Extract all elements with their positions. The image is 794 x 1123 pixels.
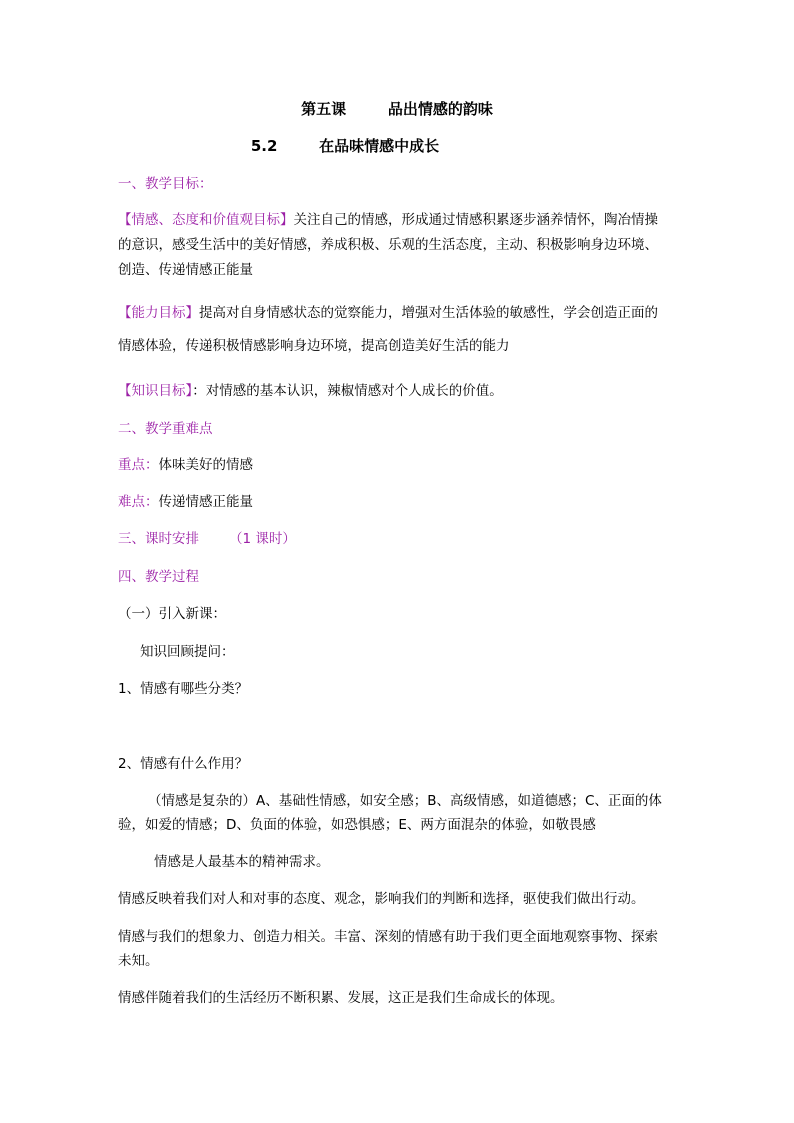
goal-emotion-label: 【情感、态度和价值观目标】: [118, 212, 294, 228]
question-1: 1、情感有哪些分类？: [118, 681, 249, 697]
goal-emotion-line-3: 创造、传递情感正能量: [118, 262, 253, 278]
review-prompt: 知识回顾提问：: [140, 644, 235, 660]
answer-classification-line-1: （情感是复杂的）A、基础性情感，如安全感；B、高级情感，如道德感；C、正面的体: [148, 793, 662, 809]
key-point-line: [118, 453, 678, 478]
intro-heading: （一）引入新课：: [118, 606, 226, 622]
question-2: 2、情感有什么作用？: [118, 756, 249, 772]
goal-ability-text-1: 提高对自身情感状态的觉察能力，增强对生活体验的敏感性，学会创造正面的: [199, 305, 658, 321]
schedule-line: [118, 527, 678, 552]
goal-emotion-line-1: [118, 208, 678, 233]
lesson-title: 第五课 品出情感的韵味: [301, 100, 493, 118]
difficult-point-line: [118, 490, 678, 515]
answer-creativity-line-2: 未知。: [118, 953, 159, 969]
section-title: 5.2 在品味情感中成长: [250, 137, 440, 155]
goal-ability-line-2: 情感体验，传递积极情感影响身边环境，提高创造美好生活的能力: [118, 338, 510, 354]
goal-emotion-line-2: 的意识，感受生活中的美好情感，养成积极、乐观的生活态度，主动、积极影响身边环境、: [118, 237, 658, 253]
key-heading: 二、教学重难点: [118, 421, 213, 437]
goals-heading: 一、教学目标：: [118, 176, 213, 192]
key-point-text: 体味美好的情感: [158, 457, 253, 473]
answer-classification-line-2: 验，如爱的情感；D、负面的体验，如恐惧感；E、两方面混杂的体验，如敬畏感: [118, 817, 596, 833]
goal-knowledge-label: 【知识目标】: [118, 383, 193, 399]
goal-ability-line-1: [118, 301, 678, 326]
goal-knowledge-text: ：对情感的基本认识，辣椒情感对个人成长的价值。: [192, 383, 503, 399]
goal-emotion-text-1: 关注自己的情感，形成通过情感积累逐步涵养情怀，陶冶情操: [293, 212, 658, 228]
answer-spiritual-need: 情感是人最基本的精神需求。: [154, 854, 330, 870]
answer-attitude: 情感反映着我们对人和对事的态度、观念，影响我们的判断和选择，驱使我们做出行动。: [118, 891, 645, 907]
answer-creativity-line-1: 情感与我们的想象力、创造力相关。丰富、深刻的情感有助于我们更全面地观察事物、探索: [118, 929, 658, 945]
goal-knowledge-line: [118, 379, 678, 404]
schedule-value: （1 课时）: [229, 531, 296, 547]
schedule-heading: 三、课时安排: [118, 531, 199, 547]
goal-ability-label: 【能力目标】: [118, 305, 199, 321]
difficult-text: 传递情感正能量: [158, 494, 253, 510]
process-heading: 四、教学过程: [118, 569, 199, 585]
key-point-label: 重点：: [118, 457, 159, 473]
answer-growth: 情感伴随着我们的生活经历不断积累、发展，这正是我们生命成长的体现。: [118, 990, 564, 1006]
difficult-label: 难点：: [118, 494, 159, 510]
